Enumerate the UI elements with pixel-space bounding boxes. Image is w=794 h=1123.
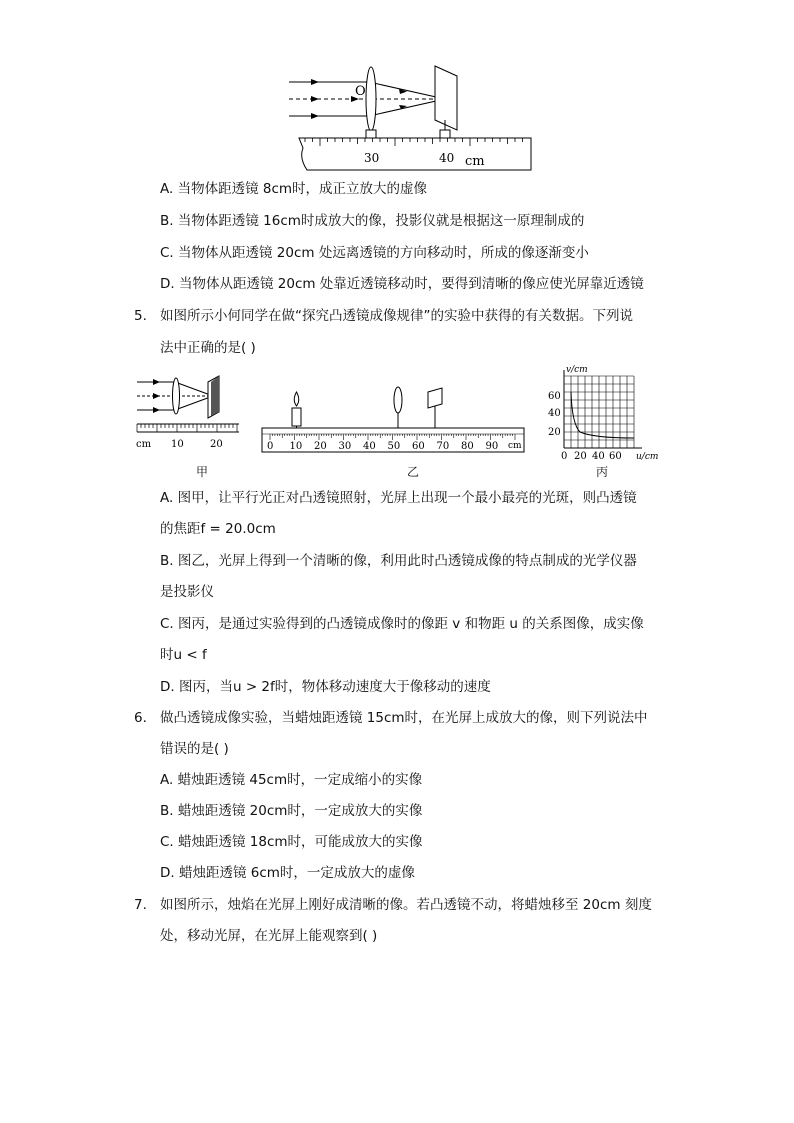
lens-label: O [355,84,366,99]
q5-option-d: D. 图丙，当u > 2f时，物体移动速度大于像移动的速度 [160,679,491,695]
q5-stem-line2: 法中正确的是( ) [160,340,256,356]
q5-figure-bing [546,362,658,460]
q5-option-c-line2: 时u < f [160,647,207,663]
q7-stem-line2: 处，移动光屏，在光屏上能观察到( ) [160,928,378,944]
bing-xtick-60: 60 [609,451,622,460]
q4-option-d: D. 当物体从距透镜 20cm 处靠近透镜移动时，要得到清晰的像应使光屏靠近透镜 [160,276,644,292]
yi-unit: cm [508,441,522,451]
bing-xtick-0: 0 [561,451,568,460]
bing-xlabel: u/cm [636,452,658,460]
q5-option-a-line1: A. 图甲，让平行光正对凸透镜照射，光屏上出现一个最小最亮的光斑，则凸透镜 [160,490,637,506]
yi-caption: 乙 [407,465,420,479]
q4-option-c: C. 当物体从距透镜 20cm 处远离透镜的方向移动时，所成的像逐渐变小 [160,245,589,261]
jia-tick-10: 10 [171,439,184,450]
unit-label: cm [465,154,485,169]
q5-stem-line1: 如图所示小何同学在做“探究凸透镜成像规律”的实验中获得的有关数据。下列说 [160,308,633,324]
bing-ytick-20: 20 [548,427,561,438]
q5-option-a-line2: 的焦距f = 20.0cm [160,521,276,537]
q5-figure-yi [258,382,528,454]
yi-tick-label: 90 [485,441,499,452]
q4-lens-figure [285,58,535,174]
yi-tick-label: 80 [461,441,474,452]
yi-tick-label: 30 [338,441,352,452]
q5-option-b-line2: 是投影仪 [160,584,214,600]
yi-tick-label: 0 [267,441,274,452]
q6-option-a: A. 蜡烛距透镜 45cm时，一定成缩小的实像 [160,772,423,788]
jia-unit: cm [136,439,152,450]
bing-ytick-40: 40 [548,408,561,419]
q5-number: 5. [134,308,147,324]
q7-number: 7. [134,897,147,913]
q6-option-d: D. 蜡烛距透镜 6cm时，一定成放大的虚像 [160,865,415,881]
tick-40-label: 40 [439,151,455,165]
yi-tick-label: 60 [412,441,425,452]
v-u-curve [571,392,634,438]
yi-tick-label: 20 [314,441,327,452]
q5-figure-jia [133,372,241,454]
q6-stem-line1: 做凸透镜成像实验，当蜡烛距透镜 15cm时，在光屏上成放大的像，则下列说法中 [160,710,648,726]
q5-option-c-line1: C. 图丙，是通过实验得到的凸透镜成像时的像距 v 和物距 u 的关系图像，成实像 [160,616,644,632]
bing-xtick-40: 40 [592,451,605,460]
bing-xtick-20: 20 [574,451,587,460]
q4-option-b: B. 当物体距透镜 16cm时成放大的像，投影仪就是根据这一原理制成的 [160,213,585,229]
q7-stem-line1: 如图所示，烛焰在光屏上刚好成清晰的像。若凸透镜不动，将蜡烛移至 20cm 刻度 [160,897,652,913]
bing-ytick-60: 60 [548,391,561,402]
q6-number: 6. [134,710,147,726]
bing-caption: 丙 [596,465,609,479]
jia-caption: 甲 [196,465,209,479]
yi-tick-label: 50 [387,441,401,452]
q4-option-a: A. 当物体距透镜 8cm时，成正立放大的虚像 [160,181,428,197]
yi-tick-label: 40 [363,441,376,452]
q6-option-b: B. 蜡烛距透镜 20cm时，一定成放大的实像 [160,803,423,819]
q6-option-c: C. 蜡烛距透镜 18cm时，可能成放大的实像 [160,834,423,850]
jia-tick-20: 20 [210,439,223,450]
tick-30-label: 30 [364,151,380,165]
q6-stem-line2: 错误的是( ) [160,741,229,757]
q5-option-b-line1: B. 图乙，光屏上得到一个清晰的像，利用此时凸透镜成像的特点制成的光学仪器 [160,553,637,569]
bing-ylabel: v/cm [566,365,588,375]
yi-tick-label: 70 [436,441,450,452]
yi-tick-label: 10 [289,441,303,452]
